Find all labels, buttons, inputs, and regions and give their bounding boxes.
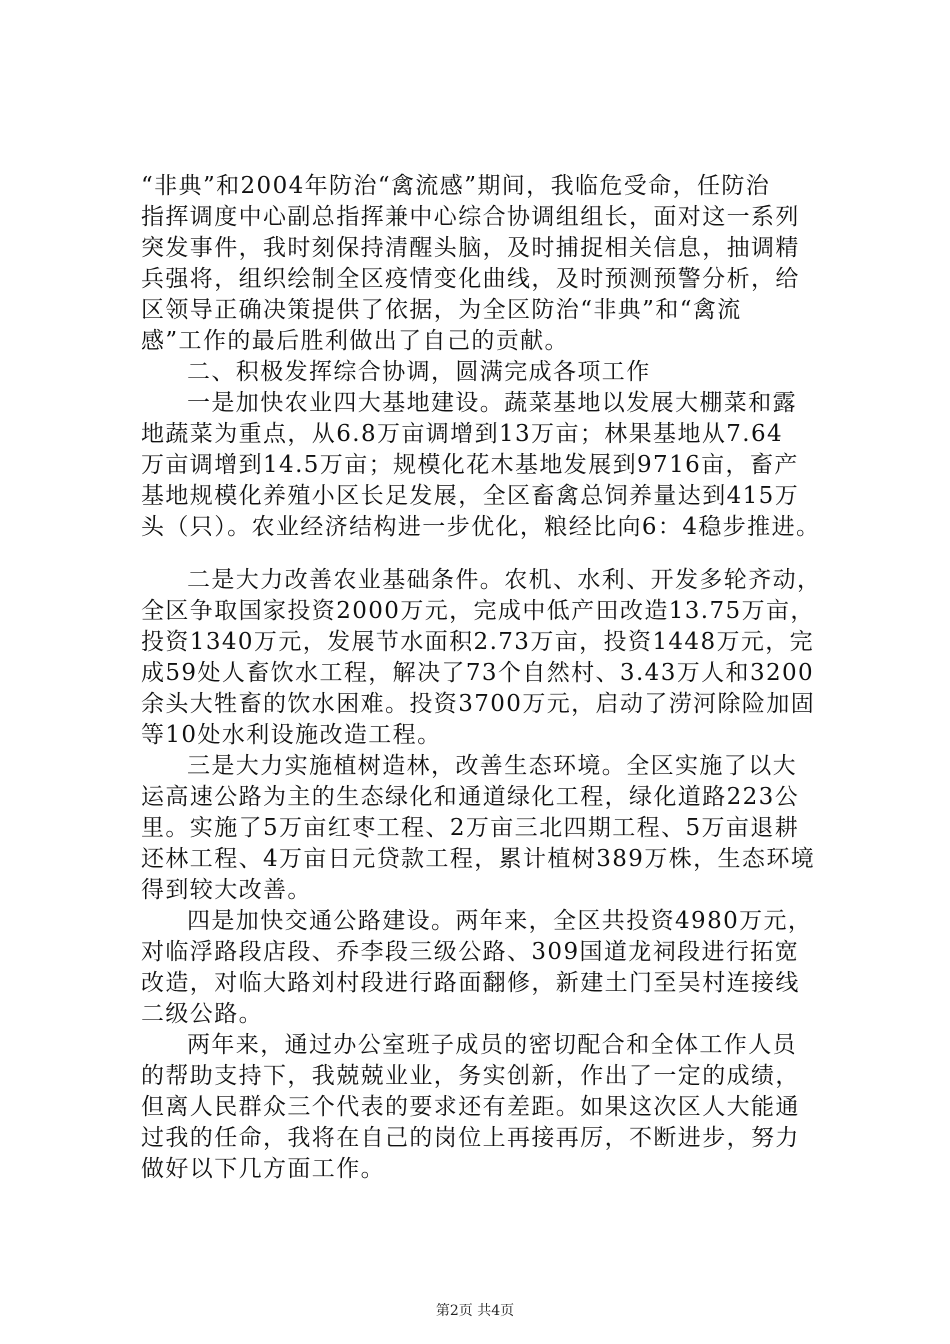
text-line: 二级公路。 bbox=[141, 1001, 263, 1027]
text-line: 基地规模化养殖小区长足发展，全区畜禽总饲养量达到415万 bbox=[141, 483, 800, 509]
text-line: 三是大力实施植树造林，改善生态环境。全区实施了以大 bbox=[187, 753, 797, 779]
text-line: 等10处水利设施改造工程。 bbox=[141, 722, 442, 748]
text-line: 过我的任命，我将在自己的岗位上再接再厉，不断进步，努力 bbox=[141, 1125, 800, 1151]
text-line: 全区争取国家投资2000万元，完成中低产田改造13.75万亩， bbox=[141, 598, 815, 624]
text-line: 四是加快交通公路建设。两年来，全区共投资4980万元， bbox=[187, 908, 813, 934]
text-line: 二是大力改善农业基础条件。农机、水利、开发多轮齐动， bbox=[187, 567, 822, 593]
text-line: 但离人民群众三个代表的要求还有差距。如果这次区人大能通 bbox=[141, 1094, 800, 1120]
text-line: 突发事件，我时刻保持清醒头脑，及时捕捉相关信息，抽调精 bbox=[141, 235, 800, 261]
text-line: 头（只）。农业经济结构进一步优化，粮经比向6：4稳步推进。 bbox=[141, 514, 821, 540]
page-footer bbox=[0, 1302, 950, 1320]
text-line: 一是加快农业四大基地建设。蔬菜基地以发展大棚菜和露 bbox=[187, 390, 797, 416]
text-line: 成59处人畜饮水工程，解决了73个自然村、3.43万人和3200 bbox=[141, 660, 815, 686]
page-number-label: 第2页 共4页 bbox=[435, 1303, 515, 1319]
body-text-upper bbox=[141, 171, 841, 543]
text-line: 指挥调度中心副总指挥兼中心综合协调组组长，面对这一系列 bbox=[141, 204, 800, 230]
text-line: 的帮助支持下，我兢兢业业，务实创新，作出了一定的成绩， bbox=[141, 1063, 800, 1089]
text-line: 对临浮路段店段、乔李段三级公路、309国道龙祠段进行拓宽 bbox=[141, 939, 800, 965]
text-line: 做好以下几方面工作。 bbox=[141, 1156, 385, 1182]
text-line: 地蔬菜为重点，从6.8万亩调增到13万亩；林果基地从7.64 bbox=[141, 421, 784, 447]
section-heading: 二、积极发挥综合协调，圆满完成各项工作 bbox=[187, 359, 651, 385]
text-line: 余头大牲畜的饮水困难。投资3700万元，启动了涝河除险加固 bbox=[141, 691, 816, 717]
text-line: 万亩调增到14.5万亩；规模化花木基地发展到9716亩，畜产 bbox=[141, 452, 799, 478]
text-line: 区领导正确决策提供了依据，为全区防治“非典”和“禽流 bbox=[141, 297, 742, 323]
text-line: 投资1340万元，发展节水面积2.73万亩，投资1448万元，完 bbox=[141, 629, 815, 655]
text-line: “非典”和2004年防治“禽流感”期间，我临危受命，任防治 bbox=[141, 173, 771, 199]
text-line: 改造，对临大路刘村段进行路面翻修，新建土门至吴村连接线 bbox=[141, 970, 800, 996]
text-line: 得到较大改善。 bbox=[141, 877, 312, 903]
text-line: 还林工程、4万亩日元贷款工程，累计植树389万株，生态环境 bbox=[141, 846, 816, 872]
text-line: 兵强将，组织绘制全区疫情变化曲线，及时预测预警分析，给 bbox=[141, 266, 800, 292]
text-line: 里。实施了5万亩红枣工程、2万亩三北四期工程、5万亩退耕 bbox=[141, 815, 800, 841]
text-line: 感”工作的最后胜利做出了自己的贡献。 bbox=[141, 328, 569, 354]
body-text-lower bbox=[141, 565, 841, 1185]
text-line: 运高速公路为主的生态绿化和通道绿化工程，绿化道路223公 bbox=[141, 784, 800, 810]
text-line: 两年来，通过办公室班子成员的密切配合和全体工作人员 bbox=[187, 1032, 797, 1058]
